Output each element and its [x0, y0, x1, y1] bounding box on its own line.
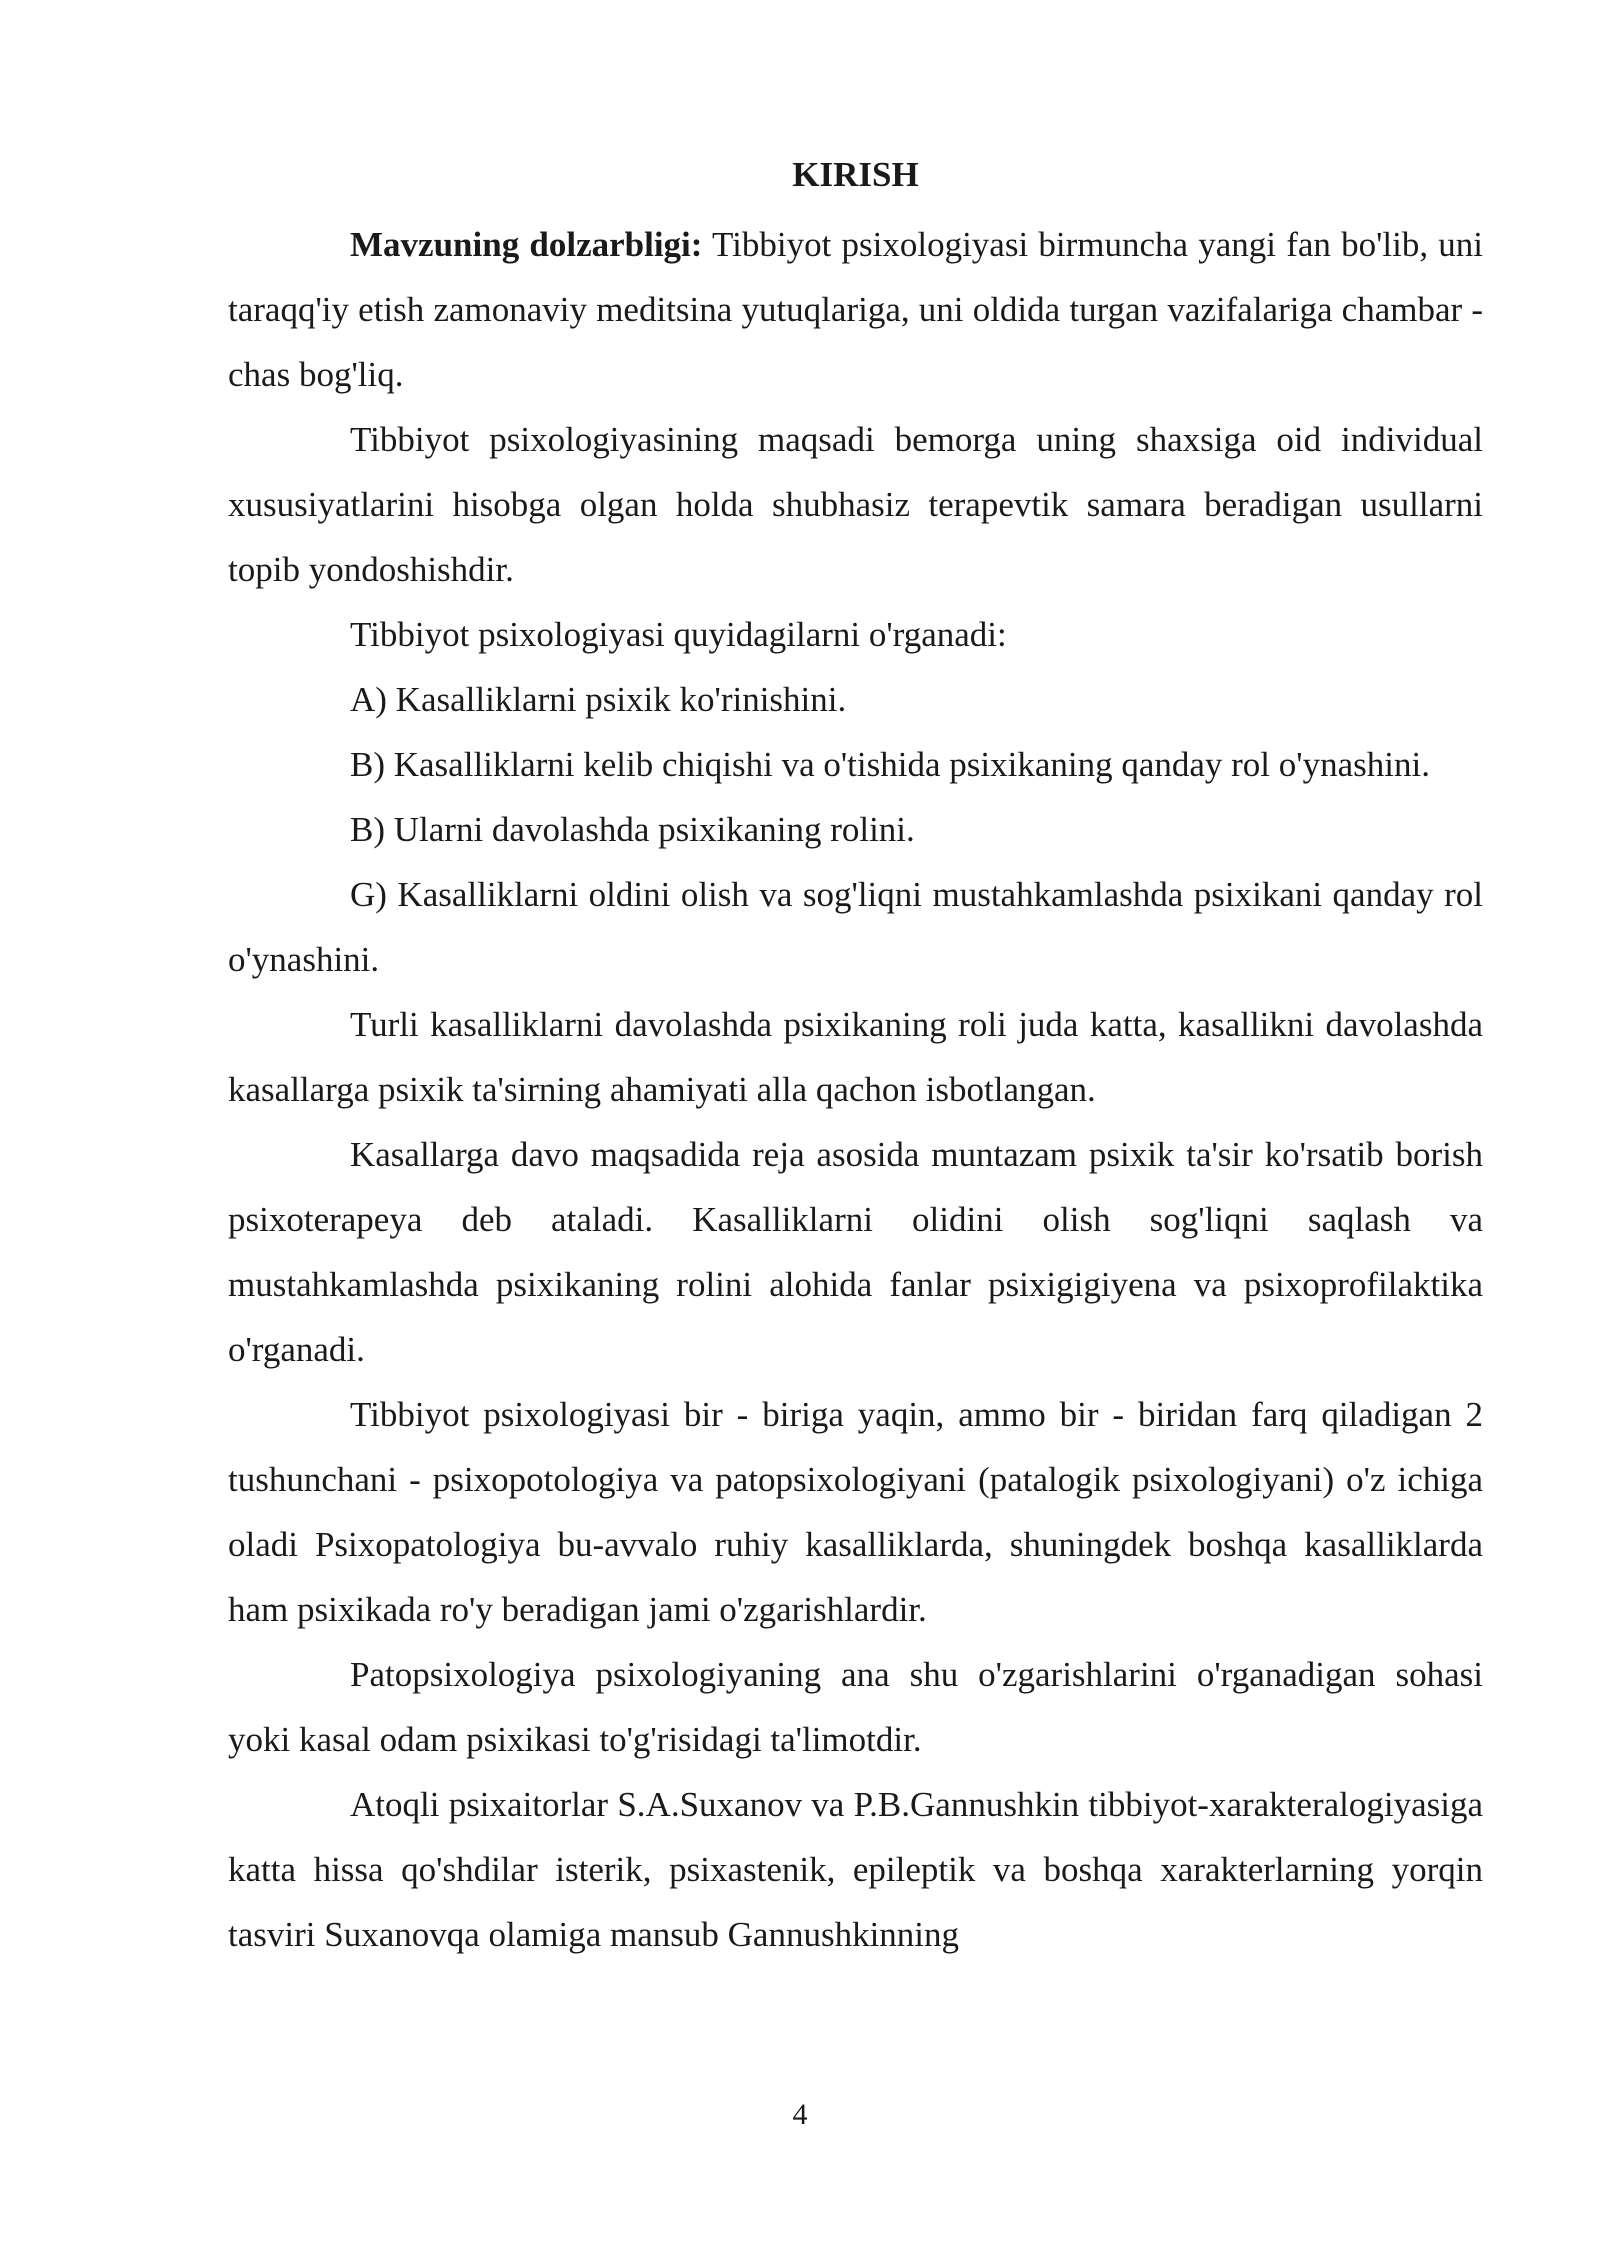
- intro-paragraph: [228, 212, 1483, 407]
- intro-text: Tibbiyot psixologiyasi birmuncha yangi fan bo'lib, uni taraqq'iy etish zamonaviy meditsina yutuqlariga, uni oldida turgan vazifalariga chambar - chas bog'liq.: [228, 225, 1483, 394]
- paragraph-4: Kasallarga davo maqsadida reja asosida muntazam psixik ta'sir ko'rsatib borish psixoterapeya deb ataladi. Kasalliklarni olidini olish sog'liqni saqlash va mustahkamlashda psixikaning rolini alohida fanlar psixigigiyena va psixoprofilaktika o'rganadi.: [228, 1135, 1483, 1369]
- page-title: KIRISH: [792, 155, 919, 194]
- list-item-b: B) Kasalliklarni kelib chiqishi va o'tishida psixikaning qanday rol o'ynashini.: [350, 745, 1430, 784]
- intro-lead: Mavzuning dolzarbligi:: [350, 225, 703, 264]
- paragraph-1: Tibbiyot psixologiyasining maqsadi bemorga uning shaxsiga oid individual xususiyatlarini hisobga olgan holda shubhasiz terapevtik samara beradigan usullarni topib yondoshishdir.: [228, 420, 1483, 589]
- page-content: [228, 148, 1483, 1967]
- paragraph-2: Tibbiyot psixologiyasi quyidagilarni o'rganadi:: [350, 615, 1007, 654]
- paragraph-7: Atoqli psixaitorlar S.A.Suxanov va P.B.Gannushkin tibbiyot-xarakteralogiyasiga katta hissa qo'shdilar isterik, psixastenik, epileptik va boshqa xarakterlarning yorqin tasviri Suxanovqa olamiga mansub Gannushkinning: [228, 1785, 1483, 1954]
- paragraph-3: Turli kasalliklarni davolashda psixikaning roli juda katta, kasallikni davolashda kasallarga psixik ta'sirning ahamiyati alla qachon isbotlangan.: [228, 1005, 1483, 1109]
- list-item-g: G) Kasalliklarni oldini olish va sog'liqni mustahkamlashda psixikani qanday rol o'ynashini.: [228, 875, 1483, 979]
- paragraph-5: Tibbiyot psixologiyasi bir - biriga yaqin, ammo bir - biridan farq qiladigan 2 tushunchani - psixopotologiya va patopsixologiyani (patalogik psixologiyani) o'z ichiga oladi Psixopatologiya bu-avvalo ruhiy kasalliklarda, shuningdek boshqa kasalliklarda ham psixikada ro'y beradigan jami o'zgarishlardir.: [228, 1395, 1483, 1629]
- list-item-a: A) Kasalliklarni psixik ko'rinishini.: [350, 680, 847, 719]
- page-number: 4: [792, 2098, 808, 2131]
- list-item-v: B) Ularni davolashda psixikaning rolini.: [350, 810, 915, 849]
- paragraph-6: Patopsixologiya psixologiyaning ana shu o'zgarishlarini o'rganadigan sohasi yoki kasal odam psixikasi to'g'risidagi ta'limotdir.: [228, 1655, 1483, 1759]
